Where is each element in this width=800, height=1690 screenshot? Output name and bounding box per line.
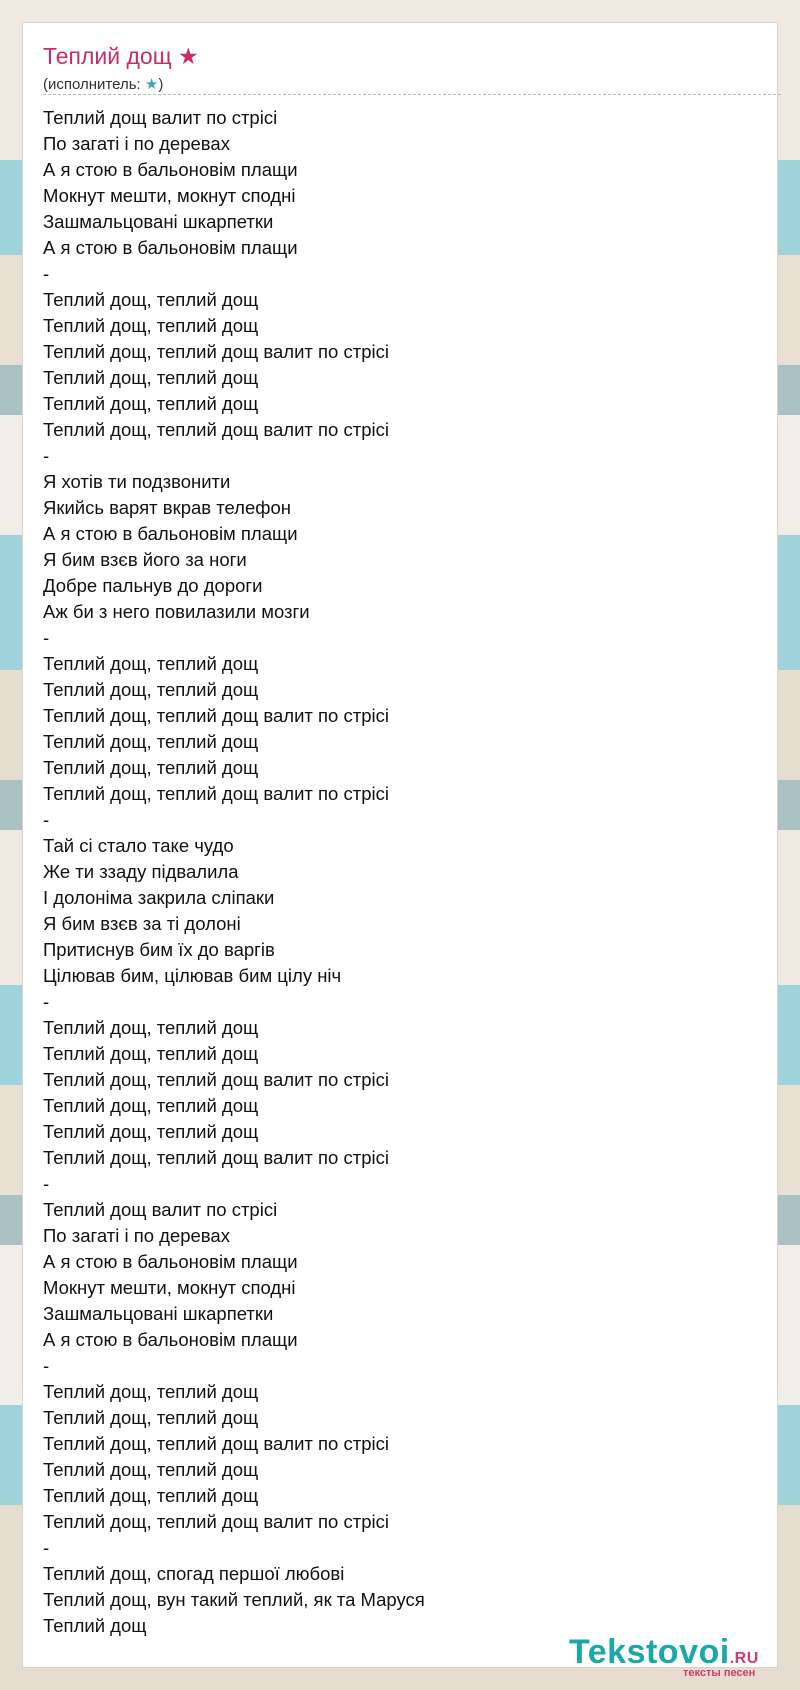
lyric-line: Теплий дощ, теплий дощ [43, 731, 259, 752]
lyric-line: Теплий дощ, теплий дощ [43, 1485, 259, 1506]
lyric-line: Теплий дощ, теплий дощ [43, 1459, 259, 1480]
lyric-line: Теплий дощ, теплий дощ [43, 1381, 259, 1402]
lyric-line: Аж би з него повилазили мозги [43, 601, 310, 622]
lyric-line: Теплий дощ, теплий дощ [43, 393, 259, 414]
lyric-line: - [43, 1537, 50, 1558]
lyric-line: Мокнут мешти, мокнут сподні [43, 1277, 296, 1298]
lyric-line: Тай сі стало таке чудо [43, 835, 234, 856]
lyric-line: А я стою в бальоновім плащи [43, 1329, 298, 1350]
lyric-line: Теплий дощ, теплий дощ валит по стрісі [43, 419, 389, 440]
artist-line [43, 75, 163, 93]
lyric-line: Я бим взєв за ті долоні [43, 913, 241, 934]
lyric-line: - [43, 991, 50, 1012]
lyric-line: Зашмальцовані шкарпетки [43, 211, 274, 232]
lyric-line: Теплий дощ, теплий дощ валит по стрісі [43, 1511, 389, 1532]
lyric-line: А я стою в бальоновім плащи [43, 523, 298, 544]
logo-name: Tekstovoi [569, 1633, 730, 1671]
lyric-line: Теплий дощ валит по стрісі [43, 1199, 278, 1220]
lyric-line: А я стою в бальоновім плащи [43, 1251, 298, 1272]
lyric-line: Теплий дощ, теплий дощ [43, 1121, 259, 1142]
lyric-line: Теплий дощ, теплий дощ [43, 757, 259, 778]
lyrics-text [43, 105, 425, 1639]
artist-suffix: ) [158, 76, 164, 93]
lyric-line: Теплий дощ, теплий дощ валит по стрісі [43, 1147, 389, 1168]
lyric-line: Теплий дощ, вун такий теплий, як та Маруся [43, 1589, 425, 1610]
site-logo[interactable] [569, 1633, 779, 1677]
lyric-line: Я бим взєв його за ноги [43, 549, 247, 570]
song-title [43, 43, 199, 70]
lyric-line: Теплий дощ, теплий дощ [43, 1043, 259, 1064]
lyric-line: Мокнут мешти, мокнут сподні [43, 185, 296, 206]
lyric-line: Теплий дощ, теплий дощ [43, 679, 259, 700]
lyric-line: Теплий дощ, теплий дощ [43, 367, 259, 388]
lyric-line: А я стою в бальоновім плащи [43, 159, 298, 180]
divider [43, 94, 781, 95]
lyric-line: Добре пальнув до дороги [43, 575, 263, 596]
lyric-line: По загаті і по деревах [43, 1225, 230, 1246]
lyric-line: Теплий дощ, теплий дощ [43, 653, 259, 674]
lyric-line: Теплий дощ, теплий дощ валит по стрісі [43, 341, 389, 362]
lyric-line: Теплий дощ, спогад першої любові [43, 1563, 345, 1584]
lyric-line: Цілював бим, цілював бим цілу ніч [43, 965, 342, 986]
lyric-line: Теплий дощ, теплий дощ валит по стрісі [43, 783, 389, 804]
lyric-line: Теплий дощ, теплий дощ валит по стрісі [43, 1069, 389, 1090]
lyric-line: - [43, 627, 50, 648]
lyric-line: Я хотів ти подзвонити [43, 471, 231, 492]
lyric-line: Теплий дощ, теплий дощ валит по стрісі [43, 705, 389, 726]
lyric-line: Теплий дощ, теплий дощ [43, 1095, 259, 1116]
artist-prefix: (исполнитель: [43, 76, 145, 93]
lyric-line: Же ти ззаду підвалила [43, 861, 239, 882]
lyric-line: По загаті і по деревах [43, 133, 230, 154]
lyric-line: Теплий дощ, теплий дощ [43, 1017, 259, 1038]
logo-tld: .RU [729, 1650, 759, 1667]
lyric-line: - [43, 1355, 50, 1376]
lyric-line: - [43, 1173, 50, 1194]
logo-tagline: тексты песен [683, 1667, 756, 1679]
lyric-line: Теплий дощ, теплий дощ [43, 315, 259, 336]
lyric-line: Теплий дощ валит по стрісі [43, 107, 278, 128]
star-icon[interactable]: ★ [178, 43, 199, 69]
lyric-line: Теплий дощ, теплий дощ валит по стрісі [43, 1433, 389, 1454]
lyric-line: - [43, 263, 50, 284]
lyric-line: Теплий дощ, теплий дощ [43, 289, 259, 310]
artist-star-icon[interactable]: ★ [144, 76, 159, 93]
lyric-line: І долоніма закрила сліпаки [43, 887, 275, 908]
lyric-line: - [43, 445, 50, 466]
lyrics-card [22, 22, 778, 1679]
lyric-line: - [43, 809, 50, 830]
lyric-line: Якийсь варят вкрав телефон [43, 497, 291, 518]
lyric-line: Теплий дощ [43, 1615, 147, 1636]
lyric-line: Теплий дощ, теплий дощ [43, 1407, 259, 1428]
lyric-line: А я стою в бальоновім плащи [43, 237, 298, 258]
lyric-line: Притиснув бим їх до варгів [43, 939, 275, 960]
lyric-line: Зашмальцовані шкарпетки [43, 1303, 274, 1324]
song-title-text: Теплий дощ [43, 43, 172, 69]
